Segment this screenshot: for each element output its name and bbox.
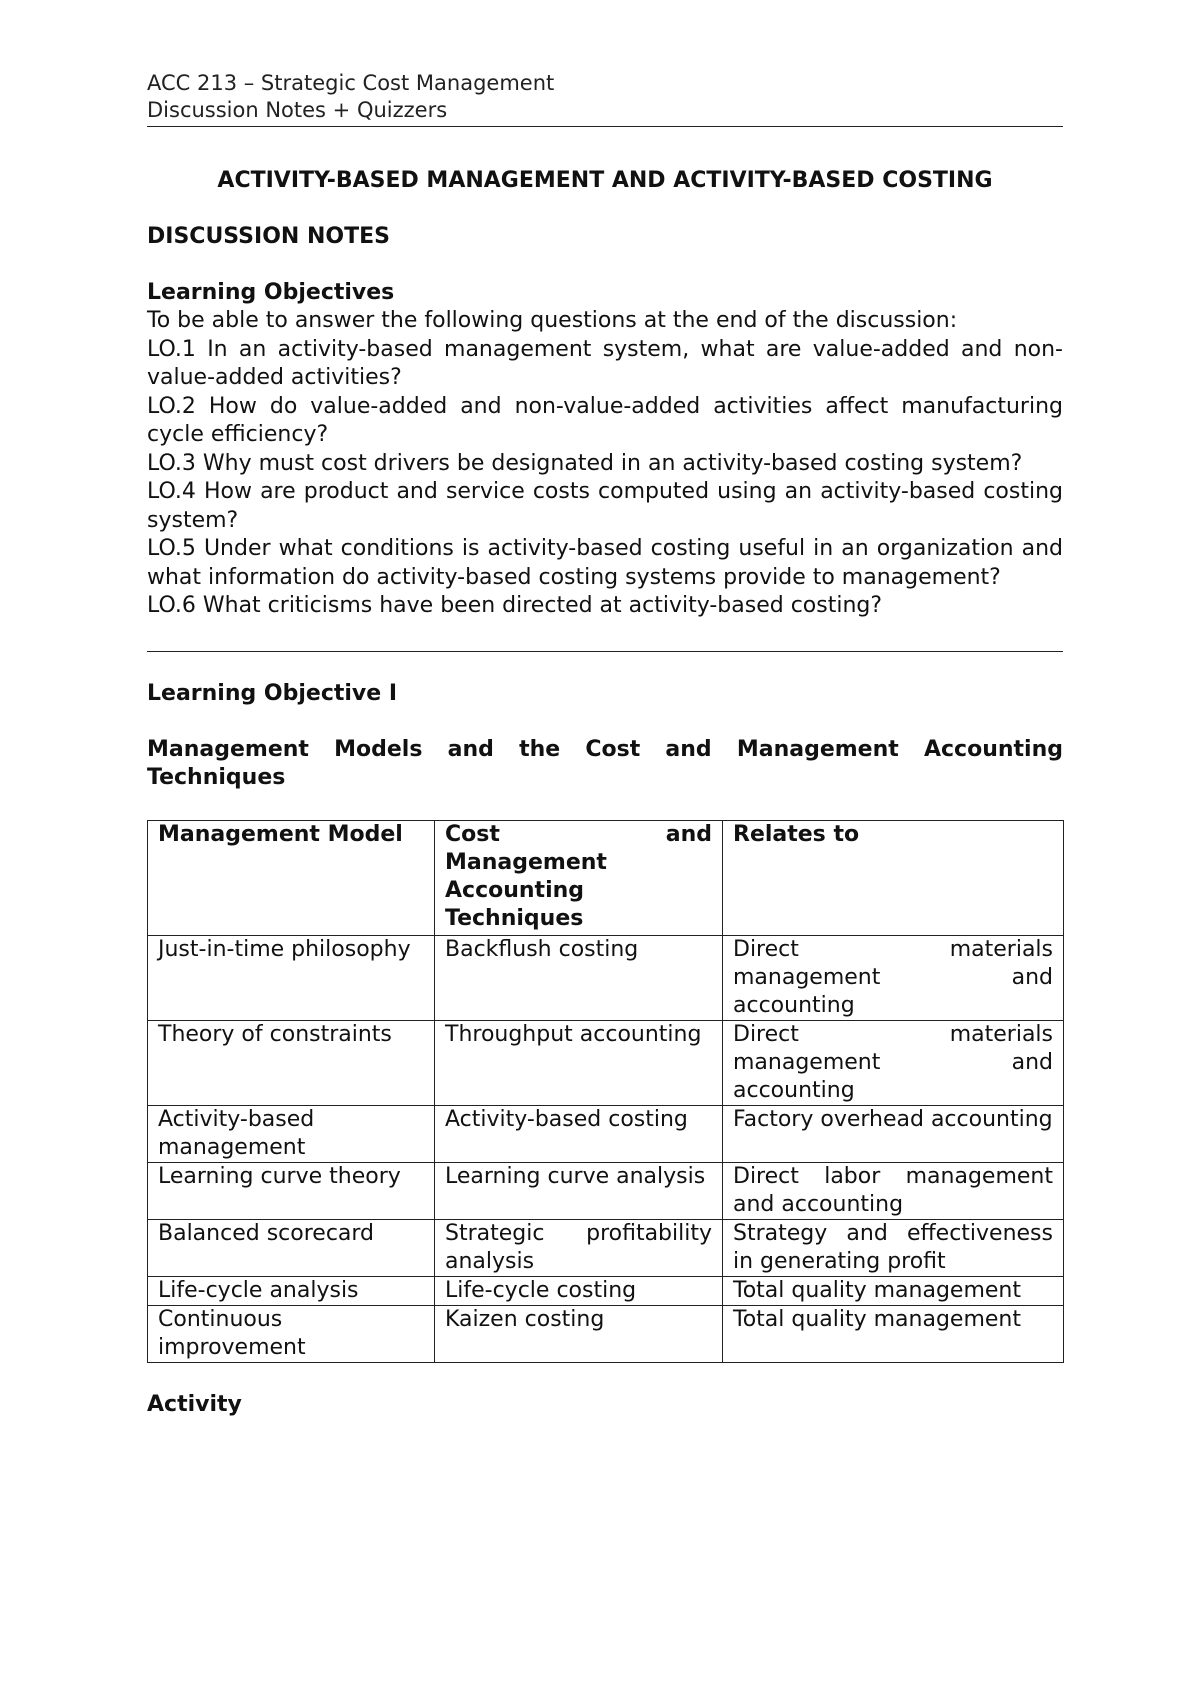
table-cell: Learning curve theory <box>148 1162 435 1219</box>
column-header-techniques: Cost and Management Accounting Techniques <box>435 820 723 935</box>
table-cell: Total quality management <box>723 1305 1064 1362</box>
table-cell: Backflush costing <box>435 935 723 1020</box>
table-cell: Theory of constraints <box>148 1020 435 1105</box>
table-cell: Factory overhead accounting <box>723 1105 1064 1162</box>
table-row <box>148 1305 1064 1362</box>
activity-heading: Activity <box>147 1391 242 1417</box>
column-header-management-model: Management Model <box>148 820 435 935</box>
learning-objective-heading: Learning Objective I <box>147 680 398 706</box>
table-cell: Activity-based costing <box>435 1105 723 1162</box>
table-cell: Learning curve analysis <box>435 1162 723 1219</box>
table-cell: Kaizen costing <box>435 1305 723 1362</box>
table-row <box>148 1276 1064 1305</box>
objective-item: LO.6 What criticisms have been directed at activity-based costing? <box>147 593 883 618</box>
document-page <box>147 70 1063 1419</box>
table-row <box>148 1219 1064 1276</box>
column-header-relates-to: Relates to <box>723 820 1064 935</box>
table-cell: Just-in-time philosophy <box>148 935 435 1020</box>
table-cell: Direct labor management and accounting <box>723 1162 1064 1219</box>
table-cell: Strategy and effectiveness in generating profit <box>723 1219 1064 1276</box>
table-cell: Balanced scorecard <box>148 1219 435 1276</box>
table-cell: Direct materials management and accounting <box>723 935 1064 1020</box>
header-divider <box>147 126 1063 127</box>
table-cell: Total quality management <box>723 1276 1064 1305</box>
objective-item: LO.5 Under what conditions is activity-based costing useful in an organization and what information do activity-based costing systems provide to management? <box>147 536 1063 590</box>
document-title: ACTIVITY-BASED MANAGEMENT AND ACTIVITY-BASED COSTING <box>217 168 993 193</box>
table-cell: Throughput accounting <box>435 1020 723 1105</box>
table-row <box>148 935 1064 1020</box>
objectives-intro: To be able to answer the following questions at the end of the discussion: <box>147 308 958 333</box>
table-row <box>148 1162 1064 1219</box>
objective-item: LO.4 How are product and service costs computed using an activity-based costing system? <box>147 479 1063 533</box>
course-header: ACC 213 – Strategic Cost Management <box>147 71 555 95</box>
objectives-list <box>147 336 1063 621</box>
management-models-table <box>147 820 1064 1363</box>
table-row <box>148 1020 1064 1105</box>
table-cell: Activity-based management <box>148 1105 435 1162</box>
table-cell: Direct materials management and accounting <box>723 1020 1064 1105</box>
objective-item: LO.3 Why must cost drivers be designated in an activity-based costing system? <box>147 450 1023 476</box>
table-cell: Continuous improvement <box>148 1305 435 1362</box>
table-row <box>148 1105 1064 1162</box>
table-header-row <box>148 820 1064 935</box>
objective-item: LO.1 In an activity-based management system, what are value-added and non-value-added activities? <box>147 336 1063 390</box>
subsection-heading: Management Models and the Cost and Management Accounting Techniques <box>147 736 1063 790</box>
table-cell: Strategic profitability analysis <box>435 1219 723 1276</box>
course-subheader: Discussion Notes + Quizzers <box>147 98 448 122</box>
section-divider <box>147 651 1063 652</box>
objective-item: LO.2 How do value-added and non-value-added activities affect manufacturing cycle efficiency? <box>147 393 1063 447</box>
table-cell: Life-cycle costing <box>435 1276 723 1305</box>
section-heading: DISCUSSION NOTES <box>147 224 390 249</box>
table-cell: Life-cycle analysis <box>148 1276 435 1305</box>
objectives-heading: Learning Objectives <box>147 280 395 305</box>
